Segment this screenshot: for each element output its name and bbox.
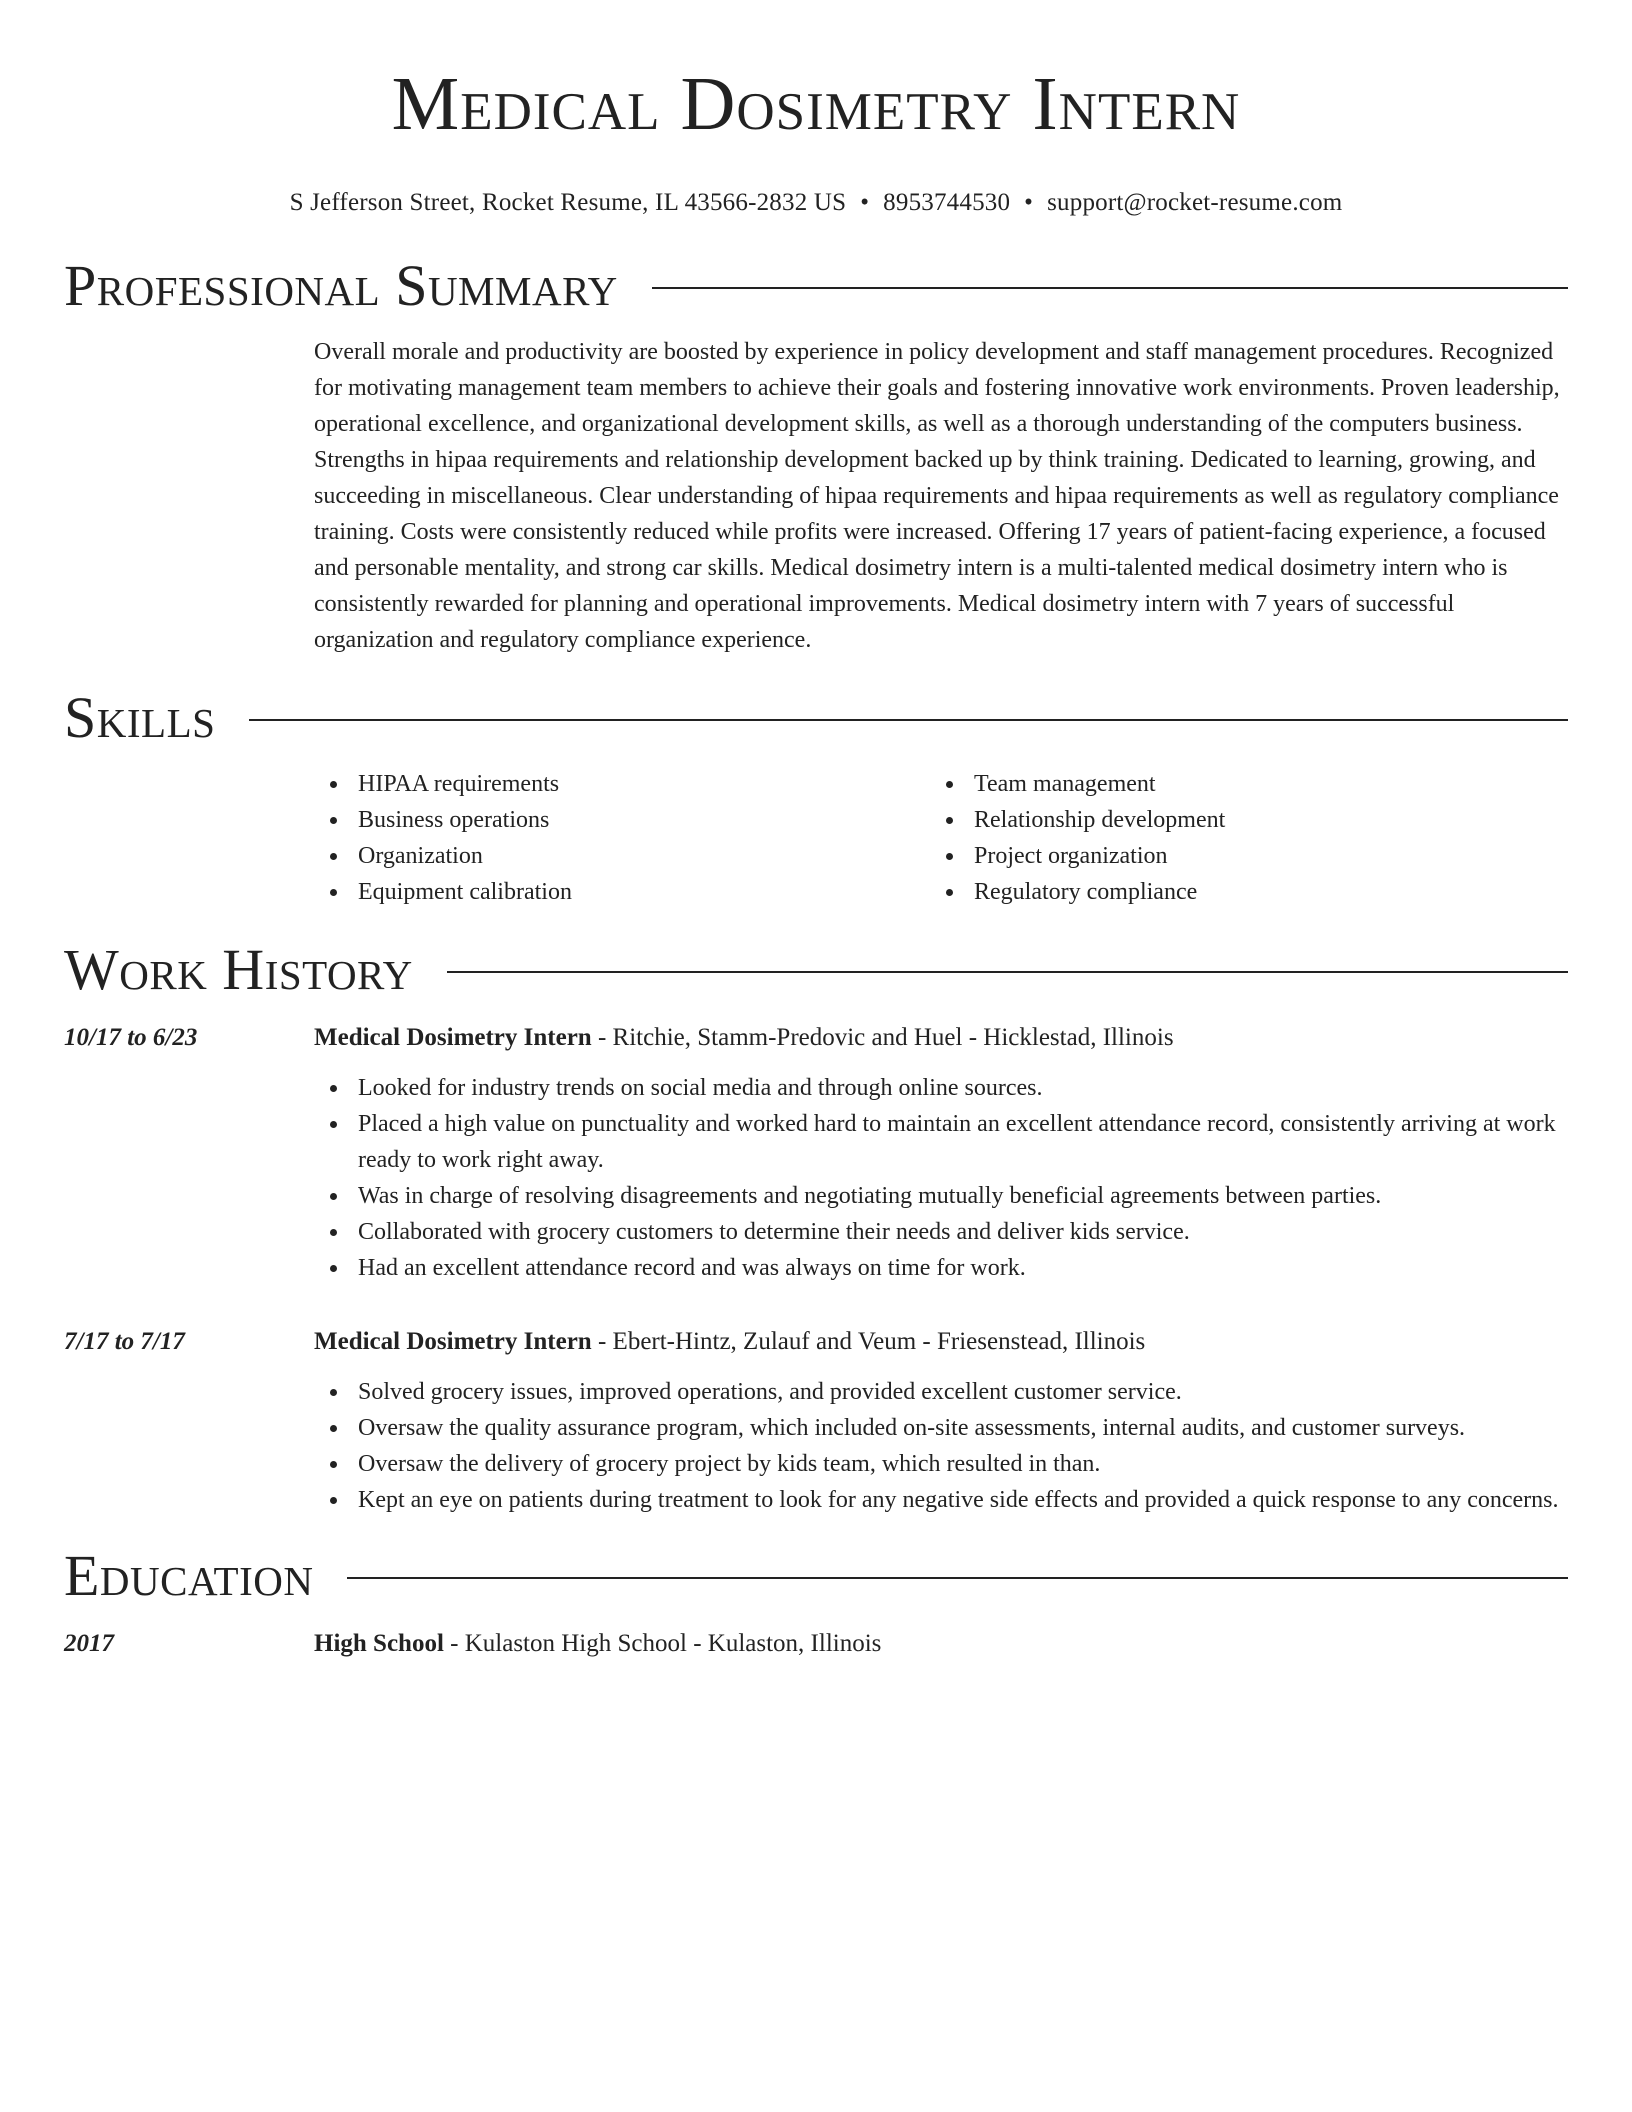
job-title: Medical Dosimetry Intern (314, 1024, 592, 1051)
education-heading-line (314, 1626, 1568, 1662)
job-entry (64, 1020, 1568, 1286)
job-bullet: Kept an eye on patients during treatment to look for any negative side effects and provided a quick response to any concerns. (314, 1482, 1568, 1518)
contact-email[interactable]: support@rocket-resume.com (1047, 189, 1343, 216)
job-body (314, 1324, 1568, 1518)
skills-list (314, 766, 1568, 910)
skill-item: Team management (930, 766, 1546, 802)
work-section-header (64, 938, 1568, 1002)
summary-section-header (64, 254, 1568, 318)
job-bullet: Collaborated with grocery customers to determine their needs and deliver kids service. (314, 1214, 1568, 1250)
skill-item: Regulatory compliance (930, 874, 1546, 910)
education-body (314, 1626, 1568, 1662)
education-degree: High School (314, 1630, 444, 1657)
job-bullets (314, 1374, 1568, 1518)
job-heading (314, 1020, 1568, 1056)
job-dates: 7/17 to 7/17 (64, 1328, 185, 1355)
job-employer: - Ritchie, Stamm-Predovic and Huel - Hicklestad, Illinois (591, 1024, 1174, 1051)
section-divider (347, 1577, 1568, 1579)
job-bullets (314, 1070, 1568, 1286)
skills-column-left (314, 766, 930, 910)
contact-separator: • (860, 189, 870, 216)
education-year: 2017 (64, 1630, 114, 1657)
work-heading: Work History (64, 937, 413, 1002)
summary-heading: Professional Summary (64, 253, 618, 318)
section-divider (249, 719, 1568, 721)
contact-separator: • (1024, 189, 1034, 216)
skills-heading: Skills (64, 685, 216, 750)
job-bullet: Solved grocery issues, improved operations, and provided excellent customer service. (314, 1374, 1568, 1410)
job-bullet: Oversaw the delivery of grocery project by kids team, which resulted in than. (314, 1446, 1568, 1482)
contact-line (64, 188, 1568, 218)
skill-item: Relationship development (930, 802, 1546, 838)
job-dates: 10/17 to 6/23 (64, 1024, 198, 1051)
skill-item: Organization (314, 838, 930, 874)
job-bullet: Placed a high value on punctuality and worked hard to maintain an excellent attendance record, consistently arriving at work ready to work right away. (314, 1106, 1568, 1178)
job-employer: - Ebert-Hintz, Zulauf and Veum - Friesenstead, Illinois (591, 1328, 1146, 1355)
job-bullet: Looked for industry trends on social media and through online sources. (314, 1070, 1568, 1106)
education-section-header (64, 1544, 1568, 1608)
skill-item: Business operations (314, 802, 930, 838)
job-heading (314, 1324, 1568, 1360)
job-body (314, 1020, 1568, 1286)
summary-text: Overall morale and productivity are boosted by experience in policy development and staff management procedures. Recognized for motivating management team members to achieve their goals and fostering innovative work environments. Proven leadership, operational excellence, and organizational development skills, as well as a thorough understanding of the computers business. Strengths in hipaa requirements and relationship development backed up by think training. Dedicated to learning, growing, and succeeding in miscellaneous. Clear understanding of hipaa requirements and hipaa requirements as well as regulatory compliance training. Costs were consistently reduced while profits were increased. Offering 17 years of patient-facing experience, a focused and personable mentality, and strong car skills. Medical dosimetry intern is a multi-talented medical dosimetry intern who is consistently rewarded for planning and operational improvements. Medical dosimetry intern with 7 years of successful organization and regulatory compliance experience. (314, 339, 1560, 653)
education-entry (64, 1626, 1568, 1662)
skill-item: HIPAA requirements (314, 766, 930, 802)
skill-item: Project organization (930, 838, 1546, 874)
skill-item: Equipment calibration (314, 874, 930, 910)
job-bullet: Was in charge of resolving disagreements and negotiating mutually beneficial agreements between parties. (314, 1178, 1568, 1214)
resume-name: Medical Dosimetry Intern (391, 62, 1241, 146)
skills-column-right (930, 766, 1546, 910)
job-bullet: Oversaw the quality assurance program, which included on-site assessments, internal audits, and customer surveys. (314, 1410, 1568, 1446)
contact-address: S Jefferson Street, Rocket Resume, IL 43566-2832 US (289, 189, 847, 216)
section-divider (652, 287, 1568, 289)
skills-section-header (64, 686, 1568, 750)
job-entry (64, 1324, 1568, 1518)
job-bullet: Had an excellent attendance record and was always on time for work. (314, 1250, 1568, 1286)
job-title: Medical Dosimetry Intern (314, 1328, 592, 1355)
contact-phone: 8953744530 (883, 189, 1011, 216)
education-heading: Education (64, 1543, 314, 1608)
education-school: - Kulaston High School - Kulaston, Illinois (443, 1630, 882, 1657)
section-divider (447, 971, 1568, 973)
